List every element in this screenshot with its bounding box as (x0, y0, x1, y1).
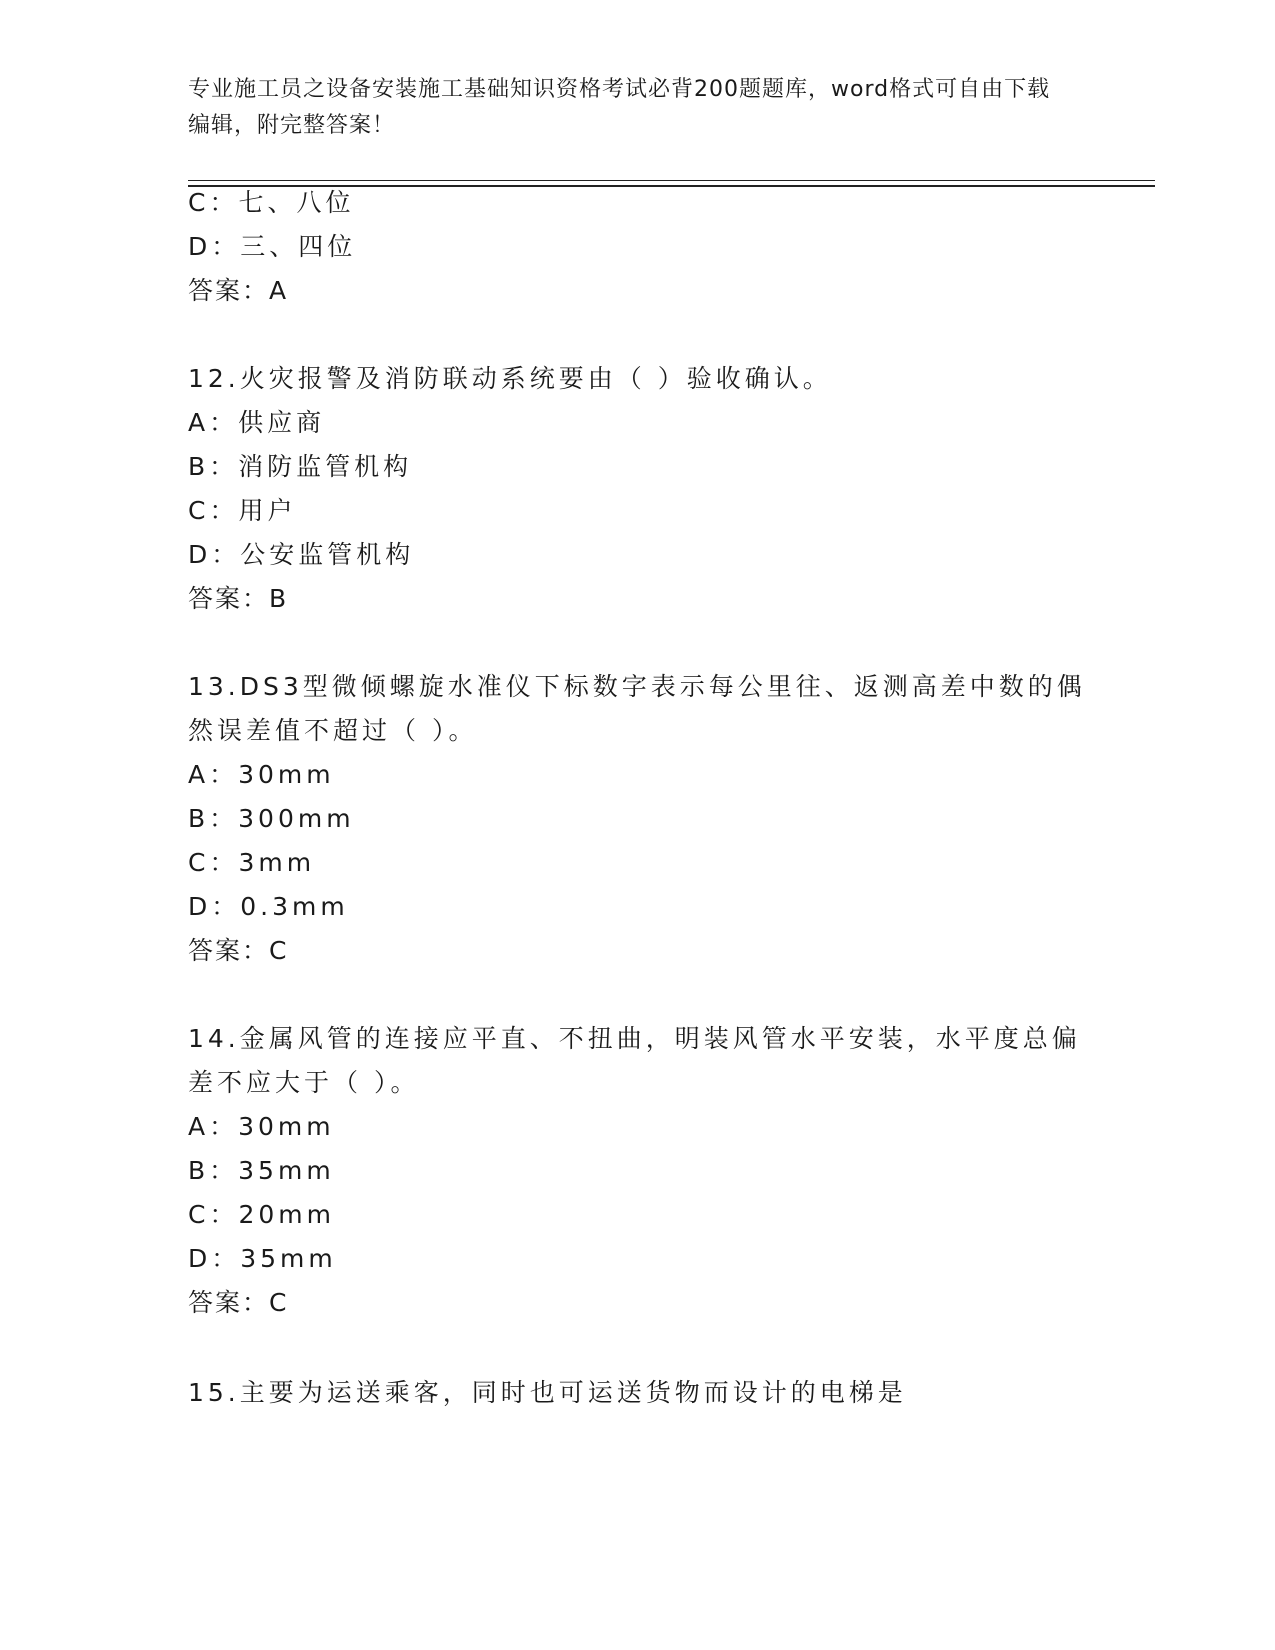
question-14-option-b: B：35mm (188, 1156, 335, 1185)
question-14-answer: 答案：C (188, 1288, 289, 1317)
question-13-stem-line1: 13.DS3型微倾螺旋水准仪下标数字表示每公里往、返测高差中数的偶 (188, 672, 1086, 701)
question-12-option-a: A：供应商 (188, 408, 326, 437)
question-12-option-c: C：用户 (188, 496, 297, 525)
question-14-option-d: D：35mm (188, 1244, 337, 1273)
question-13-option-c: C：3mm (188, 848, 316, 877)
answer: 答案：A (188, 276, 289, 305)
option-d: D：三、四位 (188, 232, 357, 261)
question-13-option-b: B：300mm (188, 804, 355, 833)
question-12-option-d: D：公安监管机构 (188, 540, 415, 569)
question-14-option-c: C：20mm (188, 1200, 335, 1229)
question-14-stem-line2: 差不应大于（ ）。 (188, 1068, 420, 1097)
question-13-option-d: D：0.3mm (188, 892, 349, 921)
question-15-stem: 15.主要为运送乘客，同时也可运送货物而设计的电梯是 (188, 1378, 907, 1407)
header-divider-thick (188, 185, 1155, 187)
question-12-option-b: B：消防监管机构 (188, 452, 413, 481)
question-13-stem-line2: 然误差值不超过（ ）。 (188, 716, 478, 745)
question-14-stem-line1: 14.金属风管的连接应平直、不扭曲，明装风管水平安装，水平度总偏 (188, 1024, 1081, 1053)
question-14-option-a: A：30mm (188, 1112, 335, 1141)
option-c: C：七、八位 (188, 188, 355, 217)
question-13-answer: 答案：C (188, 936, 289, 965)
question-12-stem: 12.火灾报警及消防联动系统要由（ ）验收确认。 (188, 364, 832, 393)
question-12-answer: 答案：B (188, 584, 289, 613)
header-divider-thin (188, 180, 1155, 181)
document-header: 专业施工员之设备安装施工基础知识资格考试必背200题题库，word格式可自由下载编辑，附完整答案！ (188, 77, 1051, 138)
question-13-option-a: A：30mm (188, 760, 335, 789)
